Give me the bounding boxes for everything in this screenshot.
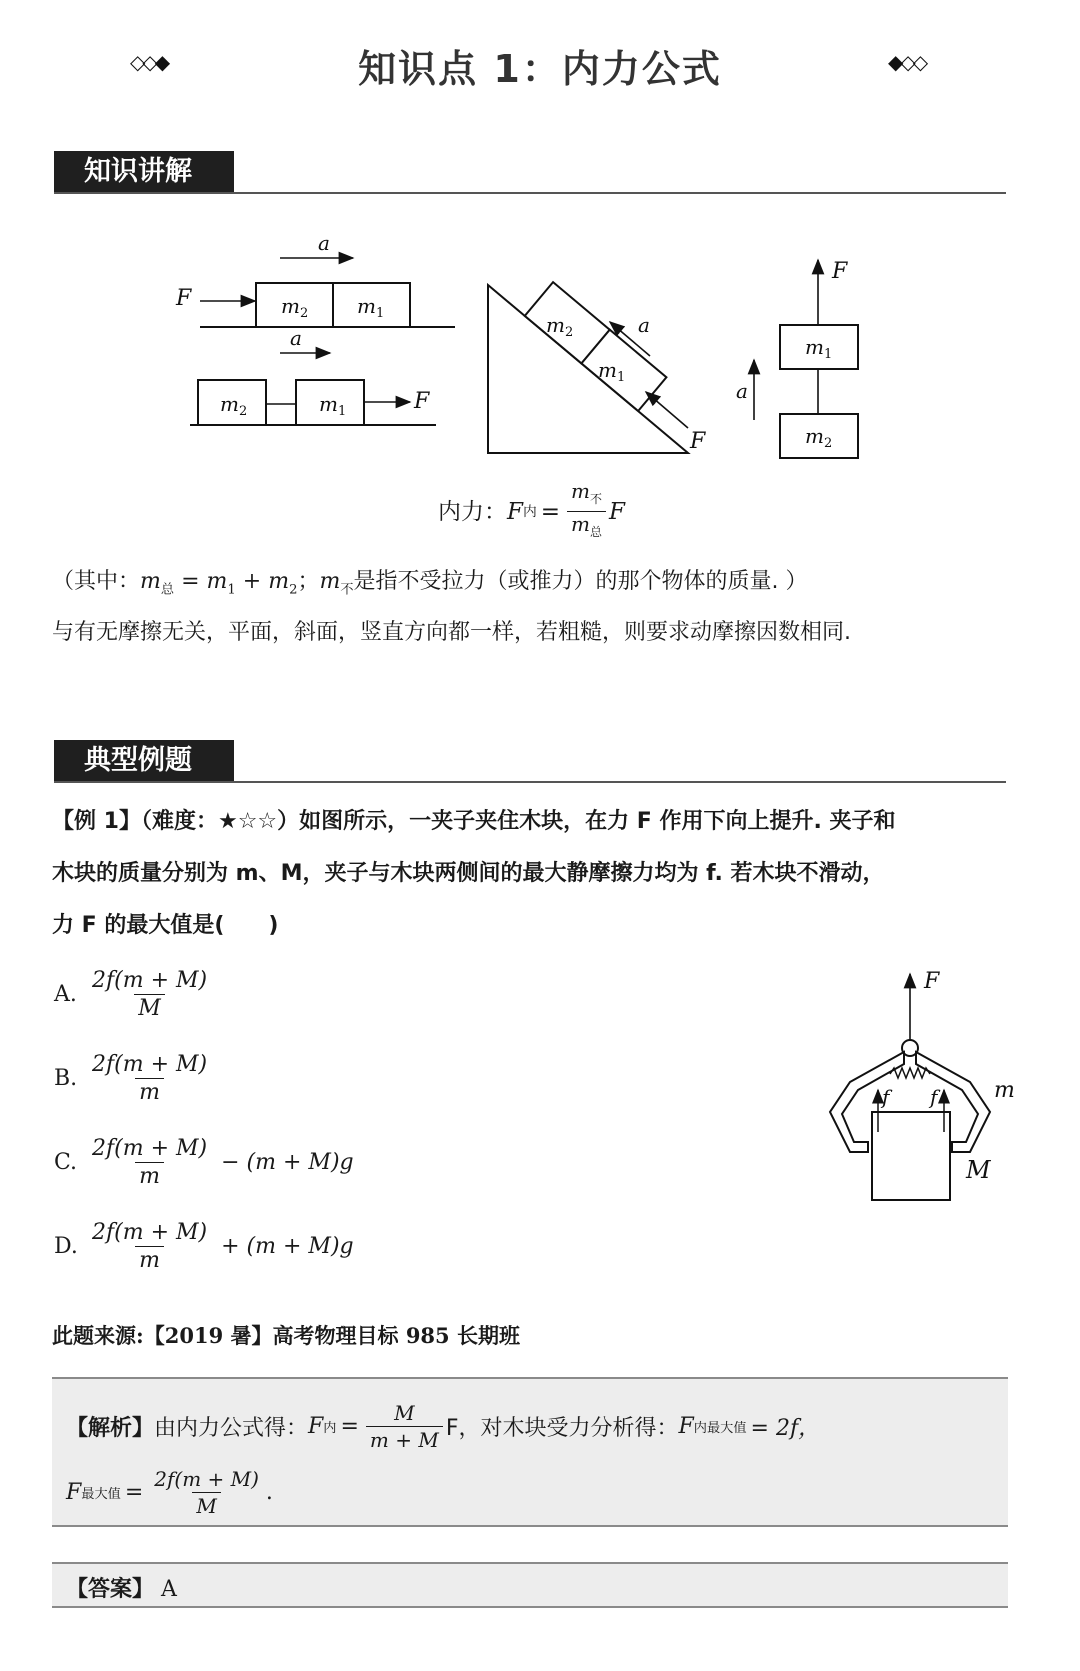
analysis-end: .	[265, 1480, 273, 1505]
fraction-denominator: M	[192, 1492, 220, 1518]
m2-label: m	[546, 313, 565, 337]
analysis-box	[52, 1377, 1008, 1527]
question-line-1: 【例 1】（难度：★☆☆）如图所示，一夹子夹住木块，在力 F 作用下向上提升. 夹子和	[52, 809, 896, 834]
page-title: 知识点 1：内力公式	[358, 47, 722, 91]
fraction-numerator-sub: 不	[590, 492, 603, 506]
analysis-F2-sub: 内最大值	[693, 1421, 747, 1436]
sub2: 2	[299, 306, 309, 321]
fraction-numerator: 2f(m + M)	[92, 968, 208, 993]
fraction-numerator: 2f(m + M)	[92, 1136, 208, 1161]
sub1: 1	[823, 347, 833, 362]
analysis-F3: F	[66, 1480, 82, 1505]
option-b[interactable]	[54, 1052, 214, 1105]
accel-label: a	[318, 231, 330, 255]
formula-equals: =	[540, 498, 561, 525]
friction-label-right: f	[930, 1085, 938, 1109]
analysis-text: = 2f，	[750, 1416, 821, 1441]
m1-label: m	[805, 335, 824, 359]
answer-line	[66, 1572, 177, 1603]
analysis-F: F	[308, 1414, 324, 1439]
m-not-sub: 不	[340, 582, 354, 598]
option-fraction	[88, 1136, 211, 1189]
option-a[interactable]	[54, 968, 214, 1021]
m-not: m	[319, 569, 341, 594]
analysis-text: 由内力公式得：	[154, 1416, 309, 1441]
option-c[interactable]	[54, 1136, 354, 1189]
m1-sub: 1	[227, 582, 236, 598]
m1: m	[206, 569, 228, 594]
note-friction: 与有无摩擦无关，平面，斜面，竖直方向都一样，若粗糙，则要求动摩擦因数相同.	[52, 620, 851, 645]
analysis-text: F，对木块受力分析得：	[445, 1416, 679, 1441]
formula-tail: F	[609, 498, 625, 525]
clamp-figure	[820, 962, 1020, 1232]
force-label: F	[414, 389, 430, 414]
m2-label: m	[220, 392, 239, 416]
clamp-mass-label: m	[994, 1078, 1015, 1103]
analysis-line-2	[66, 1467, 273, 1518]
formula-prefix: 内力：	[438, 498, 507, 525]
question-line-2: 木块的质量分别为 m、M，夹子与木块两侧间的最大静摩擦力均为 f. 若木块不滑动，	[52, 861, 885, 886]
sub2: 2	[823, 436, 833, 451]
force-label: F	[832, 259, 848, 284]
m1-label: m	[598, 358, 617, 382]
section-divider	[54, 781, 1006, 783]
analysis-F-sub: 内	[323, 1421, 337, 1436]
analysis-equals: =	[124, 1480, 144, 1505]
m1-label: m	[357, 294, 376, 318]
fraction-numerator: 2f(m + M)	[92, 1052, 208, 1077]
ornament-right: ◆◇◇	[888, 50, 926, 74]
formula-fraction	[567, 480, 606, 543]
m2-label: m	[805, 424, 824, 448]
fraction-denominator: m	[135, 1246, 164, 1273]
internal-force-formula	[438, 480, 625, 543]
fraction-numerator: M	[394, 1401, 415, 1425]
m2: m	[268, 569, 290, 594]
block-mass-label: M	[966, 1156, 991, 1184]
ornament-left: ◇◇◆	[130, 50, 168, 74]
option-label: A.	[54, 982, 77, 1007]
fraction-denominator: m	[135, 1078, 164, 1105]
sub2: 2	[564, 325, 574, 340]
m1-label: m	[319, 392, 338, 416]
fraction-denominator: m	[135, 1162, 164, 1189]
note-separator: ；	[297, 569, 320, 594]
clamp-force-label: F	[924, 969, 940, 994]
fraction-numerator: 2f(m + M)	[92, 1220, 208, 1245]
analysis-line-1	[66, 1401, 820, 1452]
horizontal-blocks-figure	[170, 230, 470, 460]
section-heading-examples: 典型例题	[54, 740, 234, 782]
option-tail: − (m + M)g	[221, 1150, 354, 1175]
formula-lhs: F	[507, 498, 523, 525]
note-definition	[52, 565, 808, 607]
note-text: （其中：	[52, 569, 141, 594]
friction-label-left: f	[882, 1085, 890, 1109]
question-source: 此题来源:【2019 暑】高考物理目标 985 长期班	[52, 1323, 520, 1348]
fraction-numerator: 2f(m + M)	[154, 1467, 259, 1491]
analysis-fraction	[150, 1467, 263, 1518]
fraction-denominator: m	[571, 512, 591, 536]
accel-label: a	[638, 313, 650, 337]
formula-lhs-sub: 内	[522, 503, 537, 520]
option-label: C.	[54, 1150, 78, 1175]
option-fraction	[88, 968, 211, 1021]
analysis-F2: F	[678, 1414, 694, 1439]
option-label: D.	[54, 1234, 78, 1259]
sub1: 1	[616, 370, 626, 385]
analysis-fraction	[366, 1401, 443, 1452]
answer-value: A	[161, 1577, 177, 1602]
note-text: 是指不受拉力（或推力）的那个物体的质量. ）	[353, 569, 808, 594]
sub2: 2	[238, 404, 248, 419]
analysis-equals: =	[340, 1414, 359, 1439]
wooden-block	[872, 1112, 950, 1200]
sub1: 1	[337, 404, 347, 419]
answer-box	[52, 1562, 1008, 1608]
fraction-denominator: m + M	[366, 1426, 443, 1452]
force-label: F	[176, 286, 192, 311]
sub1: 1	[375, 306, 385, 321]
accel-label: a	[736, 379, 748, 403]
note-equals: =	[174, 569, 207, 594]
m-total-sub: 总	[160, 582, 175, 598]
note-plus: +	[235, 569, 269, 594]
force-label: F	[690, 429, 706, 454]
incline-blocks-figure	[478, 270, 728, 460]
option-tail: + (m + M)g	[221, 1234, 354, 1259]
m2-label: m	[281, 294, 300, 318]
option-d[interactable]	[54, 1220, 354, 1273]
analysis-F3-sub: 最大值	[81, 1487, 121, 1502]
fraction-denominator-sub: 总	[590, 525, 603, 539]
m-total: m	[140, 569, 161, 594]
m2-sub: 2	[289, 582, 298, 598]
vertical-blocks-figure	[736, 250, 900, 465]
option-fraction	[88, 1052, 211, 1105]
option-fraction	[88, 1220, 211, 1273]
analysis-label: 【解析】	[66, 1416, 155, 1441]
option-label: B.	[54, 1066, 78, 1091]
question-line-3: 力 F 的最大值是( )	[52, 913, 279, 938]
section-heading-knowledge: 知识讲解	[54, 151, 234, 193]
fraction-denominator: M	[134, 994, 165, 1021]
accel-label: a	[290, 326, 302, 350]
answer-label: 【答案】	[66, 1577, 155, 1602]
section-divider	[54, 192, 1006, 194]
fraction-numerator: m	[571, 479, 591, 503]
